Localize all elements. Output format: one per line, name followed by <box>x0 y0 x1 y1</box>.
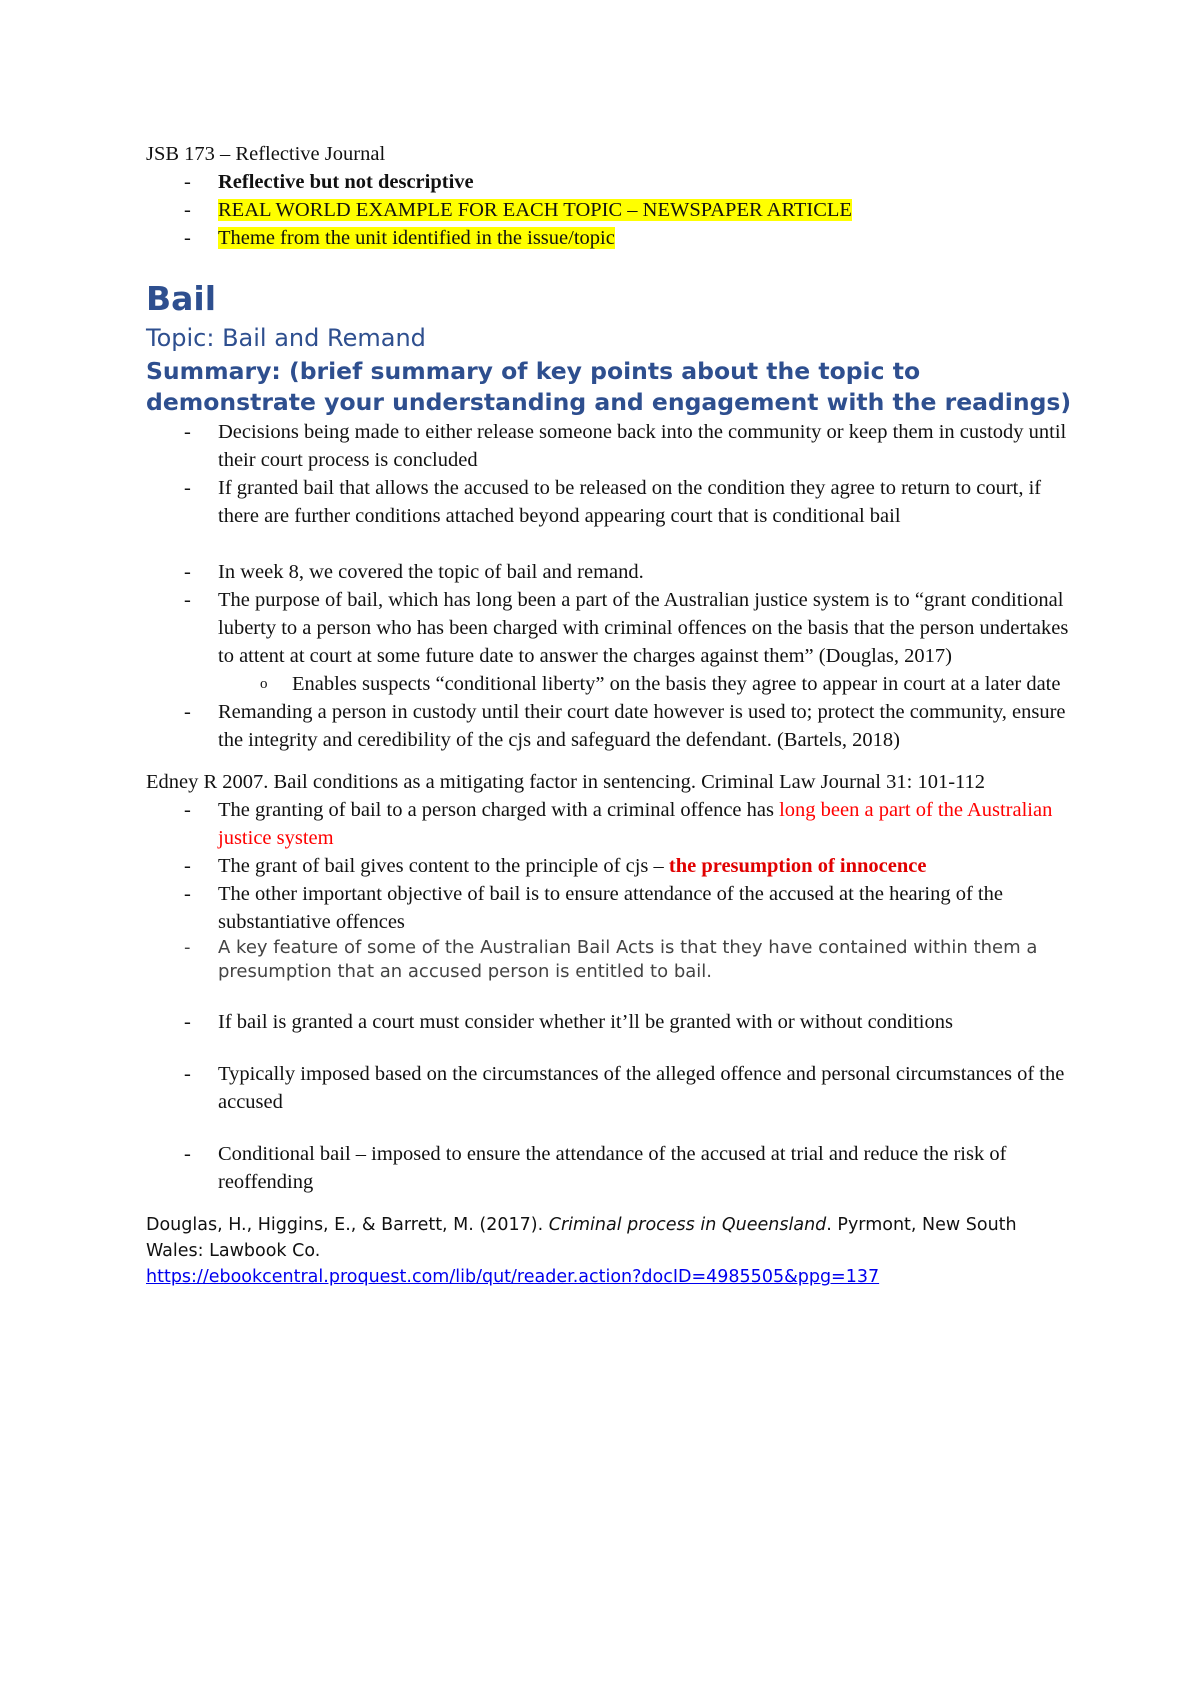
list-item: - If granted bail that allows the accused to be released on the condition they agree to return to court, if there are further conditions attached beyond appearing court that is conditional bail <box>146 474 1076 530</box>
list-item: - Reflective but not descriptive <box>146 168 1076 196</box>
reference-link[interactable]: https://ebookcentral.proquest.com/lib/qut/reader.action?docID=4985505&ppg=137 <box>146 1267 880 1287</box>
reference: Douglas, H., Higgins, E., & Barrett, M. (2017). Criminal process in Queensland. Pyrmont, New South Wales: Lawbook Co. https://ebookcentral.proquest.com/lib/qut/reader.action?docID=4985505&ppg=137 <box>146 1215 1017 1287</box>
list-item: - Theme from the unit identified in the issue/topic <box>146 224 1076 252</box>
summary-heading: Summary: (brief summary of key points about the topic to demonstrate your understanding and engagement with the readings) <box>146 357 1072 416</box>
sub-list <box>146 670 1076 698</box>
journal-title: JSB 173 – Reflective Journal <box>146 143 386 165</box>
edney-citation: Edney R 2007. Bail conditions as a mitigating factor in sentencing. Criminal Law Journal 31: 101-112 <box>146 771 986 793</box>
topic-heading: Topic: Bail and Remand <box>146 324 426 352</box>
list-item: - If bail is granted a court must consider whether it’ll be granted with or without conditions <box>146 1008 1076 1036</box>
edney-list-3 <box>146 1060 1076 1116</box>
spacer <box>146 984 1076 1008</box>
list-item: - A key feature of some of the Australian Bail Acts is that they have contained within them a presumption that an accused person is entitled to bail. <box>146 936 1076 984</box>
spacer <box>146 1036 1076 1060</box>
summary-list <box>146 418 1076 530</box>
list-item: - In week 8, we covered the topic of bail and remand. <box>146 558 1076 586</box>
section-heading: Bail <box>146 279 217 318</box>
list-item: - REAL WORLD EXAMPLE FOR EACH TOPIC – NEWSPAPER ARTICLE <box>146 196 1076 224</box>
list-item: - The grant of bail gives content to the principle of cjs – the presumption of innocence <box>146 852 1076 880</box>
list-item: - The purpose of bail, which has long been a part of the Australian justice system is to “grant conditional luberty to a person who has been charged with criminal offences on the basis that the person undertakes to attent at court at some future date to answer the charges against them” (Douglas, 2017) <box>146 586 1076 670</box>
list-item: - Decisions being made to either release someone back into the community or keep them in custody until their court process is concluded <box>146 418 1076 474</box>
edney-list <box>146 796 1076 984</box>
sub-list-item: o Enables suspects “conditional liberty” on the basis they agree to appear in court at a later date <box>146 670 1076 698</box>
remand-list <box>146 698 1076 754</box>
edney-list-4 <box>146 1140 1076 1196</box>
list-item: - The granting of bail to a person charged with a criminal offence has long been a part of the Australian justice system <box>146 796 1076 852</box>
list-item: - Typically imposed based on the circumstances of the alleged offence and personal circumstances of the accused <box>146 1060 1076 1116</box>
spacer <box>146 530 1076 558</box>
spacer <box>146 1116 1076 1140</box>
list-item: - Conditional bail – imposed to ensure the attendance of the accused at trial and reduce the risk of reoffending <box>146 1140 1076 1196</box>
edney-list-2 <box>146 1008 1076 1036</box>
list-item: - The other important objective of bail is to ensure attendance of the accused at the hearing of the substantiative offences <box>146 880 1076 936</box>
header-bullets <box>146 168 1076 252</box>
spacer <box>146 754 1076 768</box>
document-body <box>146 140 1076 1290</box>
week-list <box>146 558 1076 670</box>
list-item: - Remanding a person in custody until their court date however is used to; protect the community, ensure the integrity and ceredibility of the cjs and safeguard the defendant. (Bartels, 2018) <box>146 698 1076 754</box>
